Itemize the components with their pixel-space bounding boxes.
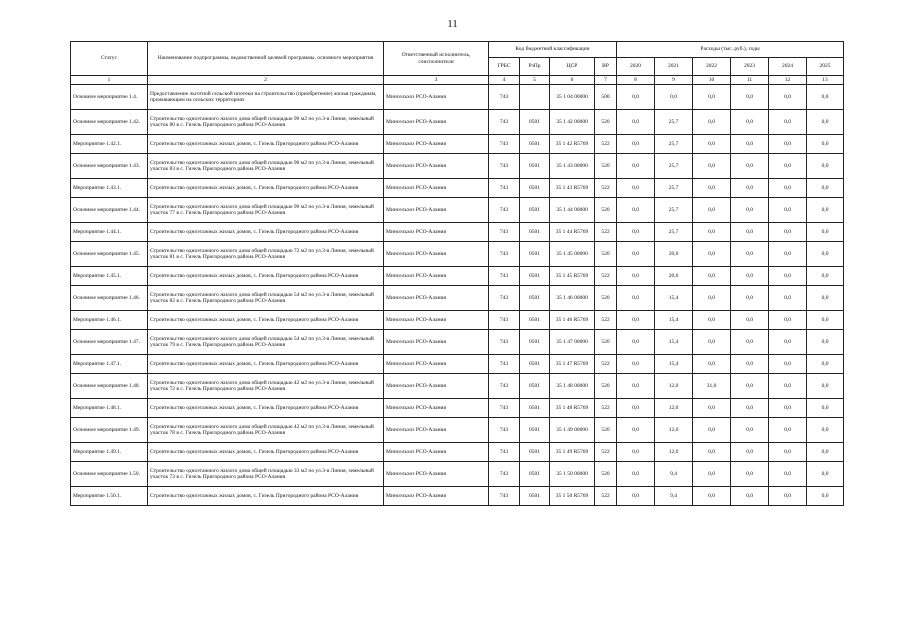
cell-executor: Минсельхоз РСО-Алания [384, 154, 489, 179]
cell-vr: 520 [595, 374, 617, 399]
cell-name: Строительство одноэтажных жилых домов, с. Гизель Пригородного района РСО-Алания [148, 311, 384, 330]
table-row [71, 286, 844, 311]
cell-grbs: 743 [489, 330, 520, 355]
cell-2020: 0,0 [617, 154, 655, 179]
cell-name: Строительство одноэтажного жилого дома общей площадью 42 м2 по ул.3-я Линия, земельный участок 78 в с. Гизель Пригородного района РСО-Алания [148, 418, 384, 443]
cell-executor: Минсельхоз РСО-Алания [384, 355, 489, 374]
cell-2023: 0,0 [731, 198, 769, 223]
cell-2020: 0,0 [617, 330, 655, 355]
cell-vr: 522 [595, 135, 617, 154]
cell-2020: 0,0 [617, 242, 655, 267]
cell-2025: 0,0 [807, 242, 844, 267]
header-name: Наименование подпрограммы, ведомственной целевой программы, основного мероприятия [148, 42, 384, 76]
cell-2025: 0,0 [807, 223, 844, 242]
cell-2021: 12,0 [655, 443, 693, 462]
cell-2020: 0,0 [617, 374, 655, 399]
cell-2023: 0,0 [731, 355, 769, 374]
table-row [71, 267, 844, 286]
cell-grbs: 743 [489, 242, 520, 267]
column-number: 4 [489, 76, 520, 85]
cell-2025: 0,0 [807, 267, 844, 286]
cell-2025: 0,0 [807, 355, 844, 374]
cell-2020: 0,0 [617, 179, 655, 198]
cell-status: Основное мероприятие 1.47. [71, 330, 148, 355]
cell-grbs: 743 [489, 443, 520, 462]
cell-name: Строительство одноэтажных жилых домов, с. Гизель Пригородного района РСО-Алания [148, 267, 384, 286]
cell-2025: 0,0 [807, 110, 844, 135]
cell-2023: 0,0 [731, 242, 769, 267]
cell-2024: 0,0 [769, 399, 807, 418]
cell-2024: 0,0 [769, 198, 807, 223]
cell-2022: 0,0 [693, 462, 731, 487]
table-row [71, 330, 844, 355]
cell-status: Основное мероприятие 1.45. [71, 242, 148, 267]
cell-executor: Минсельхоз РСО-Алания [384, 286, 489, 311]
cell-name: Строительство одноэтажного жилого дома общей площадью 90 м2 по ул.3-я Линия, земельный участок 83 в с. Гизель Пригородного района РСО-Алания [148, 154, 384, 179]
cell-2021: 12,0 [655, 374, 693, 399]
header-year: 2022 [693, 58, 731, 76]
cell-2021: 25,7 [655, 198, 693, 223]
table-row [71, 462, 844, 487]
cell-executor: Минсельхоз РСО-Алания [384, 242, 489, 267]
cell-rzpr: 0501 [520, 267, 550, 286]
header-year: 2023 [731, 58, 769, 76]
table-row [71, 418, 844, 443]
cell-executor: Минсельхоз РСО-Алания [384, 418, 489, 443]
column-number: 5 [520, 76, 550, 85]
cell-grbs: 743 [489, 374, 520, 399]
cell-rzpr: 0501 [520, 198, 550, 223]
cell-2022: 31,0 [693, 374, 731, 399]
cell-csr: 35 1 50 00000 [550, 462, 595, 487]
cell-name: Строительство одноэтажных жилых домов, с. Гизель Пригородного района РСО-Алания [148, 443, 384, 462]
cell-executor: Минсельхоз РСО-Алания [384, 135, 489, 154]
column-number: 2 [148, 76, 384, 85]
cell-2024: 0,0 [769, 110, 807, 135]
cell-grbs: 743 [489, 286, 520, 311]
cell-executor: Минсельхоз РСО-Алания [384, 85, 489, 110]
header-year: 2020 [617, 58, 655, 76]
cell-executor: Минсельхоз РСО-Алания [384, 267, 489, 286]
cell-2021: 25,7 [655, 179, 693, 198]
table-row [71, 242, 844, 267]
cell-2024: 0,0 [769, 487, 807, 506]
cell-2025: 0,0 [807, 418, 844, 443]
cell-2020: 0,0 [617, 267, 655, 286]
table-row [71, 85, 844, 110]
cell-name: Строительство одноэтажного жилого дома общей площадью 90 м2 по ул.3-я Линия, земельный участок 80 в с. Гизель Пригородного района РСО-Алания [148, 110, 384, 135]
cell-csr: 35 1 46 R5769 [550, 311, 595, 330]
cell-2023: 0,0 [731, 418, 769, 443]
cell-2024: 0,0 [769, 154, 807, 179]
cell-status: Основное мероприятие 1.49. [71, 418, 148, 443]
cell-2021: 25,7 [655, 223, 693, 242]
cell-name: Строительство одноэтажных жилых домов, с. Гизель Пригородного района РСО-Алания [148, 487, 384, 506]
column-number: 10 [693, 76, 731, 85]
cell-2022: 0,0 [693, 267, 731, 286]
cell-rzpr: 0501 [520, 223, 550, 242]
cell-2021: 25,7 [655, 135, 693, 154]
header-vr: ВР [595, 58, 617, 76]
cell-vr: 522 [595, 443, 617, 462]
cell-2025: 0,0 [807, 286, 844, 311]
cell-2022: 0,0 [693, 286, 731, 311]
cell-2024: 0,0 [769, 286, 807, 311]
cell-2021: 15,4 [655, 330, 693, 355]
cell-grbs: 743 [489, 462, 520, 487]
cell-vr: 520 [595, 286, 617, 311]
cell-executor: Минсельхоз РСО-Алания [384, 399, 489, 418]
cell-2023: 0,0 [731, 462, 769, 487]
cell-2023: 0,0 [731, 267, 769, 286]
cell-csr: 35 1 45 R5769 [550, 267, 595, 286]
cell-2023: 0,0 [731, 110, 769, 135]
cell-vr: 520 [595, 242, 617, 267]
cell-vr: 500 [595, 85, 617, 110]
cell-2025: 0,0 [807, 85, 844, 110]
header-year: 2025 [807, 58, 844, 76]
cell-2025: 0,0 [807, 487, 844, 506]
cell-executor: Минсельхоз РСО-Алания [384, 110, 489, 135]
cell-csr: 35 1 45 00000 [550, 242, 595, 267]
cell-grbs: 743 [489, 198, 520, 223]
budget-table [70, 41, 844, 506]
cell-2024: 0,0 [769, 85, 807, 110]
cell-name: Строительство одноэтажных жилых домов, с. Гизель Пригородного района РСО-Алания [148, 355, 384, 374]
table-row [71, 311, 844, 330]
cell-2023: 0,0 [731, 399, 769, 418]
cell-status: Мероприятие 1.44.1. [71, 223, 148, 242]
cell-executor: Минсельхоз РСО-Алания [384, 462, 489, 487]
cell-grbs: 743 [489, 487, 520, 506]
cell-grbs: 743 [489, 110, 520, 135]
column-number: 7 [595, 76, 617, 85]
cell-csr: 35 1 43 R5769 [550, 179, 595, 198]
cell-name: Строительство одноэтажного жилого дома общей площадью 54 м2 по ул.3-я Линия, земельный участок 79 в с. Гизель Пригородного района РСО-Алания [148, 330, 384, 355]
cell-2022: 0,0 [693, 311, 731, 330]
cell-2022: 0,0 [693, 355, 731, 374]
column-number: 1 [71, 76, 148, 85]
cell-2023: 0,0 [731, 223, 769, 242]
column-number-row [71, 76, 844, 85]
cell-rzpr: 0501 [520, 311, 550, 330]
cell-2021: 25,7 [655, 154, 693, 179]
cell-2021: 12,0 [655, 418, 693, 443]
cell-2020: 0,0 [617, 418, 655, 443]
cell-2023: 0,0 [731, 286, 769, 311]
cell-rzpr: 0501 [520, 418, 550, 443]
cell-vr: 520 [595, 154, 617, 179]
cell-status: Основное мероприятие 1.50. [71, 462, 148, 487]
header-executor: Ответственный исполнитель, соисполнители [384, 42, 489, 76]
cell-status: Мероприятие 1.42.1. [71, 135, 148, 154]
cell-2020: 0,0 [617, 85, 655, 110]
cell-name: Строительство одноэтажного жилого дома общей площадью 42 м2 по ул.3-я Линия, земельный участок 72 в с. Гизель Пригородного района РСО-Алания [148, 374, 384, 399]
column-number: 8 [617, 76, 655, 85]
cell-vr: 522 [595, 399, 617, 418]
cell-2020: 0,0 [617, 135, 655, 154]
cell-csr: 35 1 43 00000 [550, 154, 595, 179]
cell-2020: 0,0 [617, 223, 655, 242]
table-row [71, 399, 844, 418]
cell-rzpr: 0501 [520, 355, 550, 374]
table-row [71, 179, 844, 198]
cell-rzpr [520, 85, 550, 110]
cell-status: Мероприятие 1.46.1. [71, 311, 148, 330]
cell-grbs: 743 [489, 135, 520, 154]
header-year: 2021 [655, 58, 693, 76]
cell-2022: 0,0 [693, 110, 731, 135]
cell-2022: 0,0 [693, 85, 731, 110]
cell-2024: 0,0 [769, 374, 807, 399]
cell-csr: 35 1 49 R5769 [550, 443, 595, 462]
cell-executor: Минсельхоз РСО-Алания [384, 179, 489, 198]
cell-grbs: 743 [489, 399, 520, 418]
cell-name: Строительство одноэтажных жилых домов, с. Гизель Пригородного района РСО-Алания [148, 399, 384, 418]
cell-vr: 520 [595, 418, 617, 443]
cell-2021: 20,6 [655, 267, 693, 286]
cell-2022: 0,0 [693, 242, 731, 267]
cell-vr: 522 [595, 355, 617, 374]
column-number: 6 [550, 76, 595, 85]
cell-2021: 15,4 [655, 286, 693, 311]
cell-vr: 522 [595, 267, 617, 286]
header-status: Статус [71, 42, 148, 76]
table-row [71, 223, 844, 242]
cell-2022: 0,0 [693, 443, 731, 462]
cell-2024: 0,0 [769, 355, 807, 374]
cell-2023: 0,0 [731, 487, 769, 506]
cell-name: Строительство одноэтажного жилого дома общей площадью 33 м2 по ул.3-я Линия, земельный участок 73 в с. Гизель Пригородного района РСО-Алания [148, 462, 384, 487]
cell-2023: 0,0 [731, 374, 769, 399]
cell-2021: 9,4 [655, 487, 693, 506]
cell-vr: 520 [595, 110, 617, 135]
column-number: 9 [655, 76, 693, 85]
header-year: 2024 [769, 58, 807, 76]
cell-2025: 0,0 [807, 399, 844, 418]
cell-grbs: 743 [489, 223, 520, 242]
column-number: 12 [769, 76, 807, 85]
cell-2025: 0,0 [807, 311, 844, 330]
cell-csr: 35 1 47 R5769 [550, 355, 595, 374]
cell-2022: 0,0 [693, 399, 731, 418]
cell-2021: 20,6 [655, 242, 693, 267]
table-row [71, 110, 844, 135]
cell-vr: 520 [595, 330, 617, 355]
cell-2021: 9,4 [655, 462, 693, 487]
cell-name: Строительство одноэтажного жилого дома общей площадью 72 м2 по ул.3-я Линия, земельный участок 81 в с. Гизель Пригородного района РСО-Алания [148, 242, 384, 267]
cell-2021: 15,4 [655, 311, 693, 330]
cell-status: Основное мероприятие 1.48. [71, 374, 148, 399]
cell-grbs: 743 [489, 179, 520, 198]
cell-name: Строительство одноэтажного жилого дома общей площадью 90 м2 по ул.3-я Линия, земельный участок 77 в с. Гизель Пригородного района РСО-Алания [148, 198, 384, 223]
cell-vr: 520 [595, 462, 617, 487]
cell-2024: 0,0 [769, 311, 807, 330]
cell-2022: 0,0 [693, 487, 731, 506]
cell-2020: 0,0 [617, 286, 655, 311]
cell-rzpr: 0501 [520, 135, 550, 154]
header-csr: ЦСР [550, 58, 595, 76]
cell-csr: 35 1 44 00000 [550, 198, 595, 223]
cell-2025: 0,0 [807, 374, 844, 399]
cell-2020: 0,0 [617, 487, 655, 506]
cell-status: Мероприятие 1.48.1. [71, 399, 148, 418]
page-number: 11 [447, 18, 458, 30]
cell-2023: 0,0 [731, 135, 769, 154]
cell-2020: 0,0 [617, 198, 655, 223]
cell-rzpr: 0501 [520, 154, 550, 179]
column-number: 11 [731, 76, 769, 85]
table-row [71, 443, 844, 462]
cell-2024: 0,0 [769, 179, 807, 198]
cell-csr: 35 1 42 00000 [550, 110, 595, 135]
cell-executor: Минсельхоз РСО-Алания [384, 443, 489, 462]
cell-csr: 35 1 46 00000 [550, 286, 595, 311]
cell-name: Строительство одноэтажного жилого дома общей площадью 54 м2 по ул.3-я Линия, земельный участок 82 в с. Гизель Пригородного района РСО-Алания [148, 286, 384, 311]
header-rzpr: РзПр [520, 58, 550, 76]
cell-2023: 0,0 [731, 179, 769, 198]
cell-csr: 35 1 48 R5769 [550, 399, 595, 418]
cell-2025: 0,0 [807, 198, 844, 223]
cell-2022: 0,0 [693, 154, 731, 179]
cell-csr: 35 1 49 00000 [550, 418, 595, 443]
cell-2020: 0,0 [617, 110, 655, 135]
cell-2025: 0,0 [807, 135, 844, 154]
column-number: 3 [384, 76, 489, 85]
table-row [71, 135, 844, 154]
cell-csr: 35 1 47 00000 [550, 330, 595, 355]
cell-status: Мероприятие 1.50.1. [71, 487, 148, 506]
cell-status: Мероприятие 1.47.1. [71, 355, 148, 374]
cell-rzpr: 0501 [520, 399, 550, 418]
cell-vr: 522 [595, 179, 617, 198]
cell-grbs: 743 [489, 154, 520, 179]
cell-status: Основное мероприятие 1.42. [71, 110, 148, 135]
table-row [71, 487, 844, 506]
cell-csr: 35 1 48 00000 [550, 374, 595, 399]
cell-status: Основное мероприятие 1.4. [71, 85, 148, 110]
cell-executor: Минсельхоз РСО-Алания [384, 198, 489, 223]
cell-vr: 522 [595, 223, 617, 242]
cell-rzpr: 0501 [520, 443, 550, 462]
cell-2020: 0,0 [617, 355, 655, 374]
header-grbs: ГРБС [489, 58, 520, 76]
cell-executor: Минсельхоз РСО-Алания [384, 311, 489, 330]
header-expenses: Расходы (тыс. руб.), годы [617, 42, 844, 58]
cell-name: Строительство одноэтажных жилых домов, с. Гизель Пригородного района РСО-Алания [148, 135, 384, 154]
cell-2022: 0,0 [693, 223, 731, 242]
table-row [71, 198, 844, 223]
cell-2022: 0,0 [693, 330, 731, 355]
cell-status: Основное мероприятие 1.44. [71, 198, 148, 223]
cell-2020: 0,0 [617, 311, 655, 330]
cell-vr: 522 [595, 487, 617, 506]
cell-rzpr: 0501 [520, 179, 550, 198]
cell-status: Мероприятие 1.49.1. [71, 443, 148, 462]
cell-2022: 0,0 [693, 418, 731, 443]
cell-2023: 0,0 [731, 443, 769, 462]
cell-status: Основное мероприятие 1.46. [71, 286, 148, 311]
cell-2021: 12,0 [655, 399, 693, 418]
cell-grbs: 743 [489, 267, 520, 286]
cell-2025: 0,0 [807, 330, 844, 355]
cell-status: Мероприятие 1.45.1. [71, 267, 148, 286]
cell-executor: Минсельхоз РСО-Алания [384, 330, 489, 355]
cell-grbs: 743 [489, 418, 520, 443]
cell-2022: 0,0 [693, 198, 731, 223]
table-row [71, 154, 844, 179]
cell-csr: 35 1 04 00000 [550, 85, 595, 110]
column-number: 13 [807, 76, 844, 85]
cell-grbs: 743 [489, 311, 520, 330]
cell-2021: 15,4 [655, 355, 693, 374]
cell-name: Строительство одноэтажных жилых домов, с. Гизель Пригородного района РСО-Алания [148, 223, 384, 242]
cell-2020: 0,0 [617, 443, 655, 462]
cell-2024: 0,0 [769, 462, 807, 487]
cell-2022: 0,0 [693, 135, 731, 154]
cell-executor: Минсельхоз РСО-Алания [384, 374, 489, 399]
cell-2021: 0,0 [655, 85, 693, 110]
cell-2023: 0,0 [731, 154, 769, 179]
table-row [71, 374, 844, 399]
cell-2024: 0,0 [769, 223, 807, 242]
cell-status: Основное мероприятие 1.43. [71, 154, 148, 179]
cell-rzpr: 0501 [520, 487, 550, 506]
cell-rzpr: 0501 [520, 462, 550, 487]
cell-rzpr: 0501 [520, 110, 550, 135]
header-budget-class: Код бюджетной классификации [489, 42, 617, 58]
cell-rzpr: 0501 [520, 330, 550, 355]
cell-csr: 35 1 42 R5769 [550, 135, 595, 154]
cell-csr: 35 1 44 R5769 [550, 223, 595, 242]
cell-2025: 0,0 [807, 443, 844, 462]
cell-grbs: 743 [489, 355, 520, 374]
cell-2020: 0,0 [617, 462, 655, 487]
cell-2021: 25,7 [655, 110, 693, 135]
cell-2025: 0,0 [807, 179, 844, 198]
cell-rzpr: 0501 [520, 374, 550, 399]
cell-2024: 0,0 [769, 418, 807, 443]
cell-2023: 0,0 [731, 85, 769, 110]
cell-grbs: 743 [489, 85, 520, 110]
cell-rzpr: 0501 [520, 242, 550, 267]
table-row [71, 355, 844, 374]
cell-executor: Минсельхоз РСО-Алания [384, 223, 489, 242]
cell-2022: 0,0 [693, 179, 731, 198]
cell-2024: 0,0 [769, 135, 807, 154]
cell-vr: 520 [595, 198, 617, 223]
cell-2023: 0,0 [731, 330, 769, 355]
cell-2023: 0,0 [731, 311, 769, 330]
cell-2025: 0,0 [807, 154, 844, 179]
cell-name: Строительство одноэтажных жилых домов, с. Гизель Пригородного района РСО-Алания [148, 179, 384, 198]
cell-2024: 0,0 [769, 443, 807, 462]
cell-name: Предоставление льготной сельской ипотеки на строительство (приобретение) жилья гражданам, проживающим на сельских территориях [148, 85, 384, 110]
cell-2020: 0,0 [617, 399, 655, 418]
cell-rzpr: 0501 [520, 286, 550, 311]
cell-2025: 0,0 [807, 462, 844, 487]
cell-status: Мероприятие 1.43.1. [71, 179, 148, 198]
cell-csr: 35 1 50 R5769 [550, 487, 595, 506]
cell-2024: 0,0 [769, 267, 807, 286]
cell-executor: Минсельхоз РСО-Алания [384, 487, 489, 506]
cell-2024: 0,0 [769, 242, 807, 267]
cell-2024: 0,0 [769, 330, 807, 355]
cell-vr: 522 [595, 311, 617, 330]
